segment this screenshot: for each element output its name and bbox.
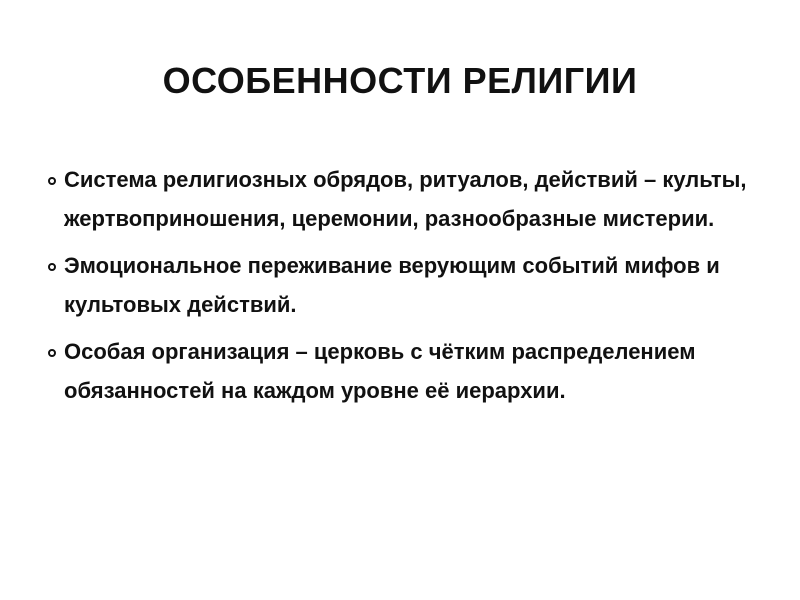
hollow-circle-bullet-icon — [48, 177, 56, 185]
bullet-text: Особая организация – церковь с чётким распределением обязанностей на каждом уровне её иерархии. — [64, 339, 696, 403]
slide-title: ОСОБЕННОСТИ РЕЛИГИИ — [162, 60, 638, 101]
bullet-text: Эмоциональное переживание верующим событий мифов и культовых действий. — [64, 253, 720, 317]
hollow-circle-bullet-icon — [48, 263, 56, 271]
bullet-text: Система религиозных обрядов, ритуалов, действий – культы, жертвоприношения, церемонии, разнообразные мистерии. — [64, 167, 747, 231]
hollow-circle-bullet-icon — [48, 349, 56, 357]
bullet-list — [50, 160, 750, 418]
list-item — [50, 160, 750, 238]
list-item — [50, 332, 750, 410]
list-item — [50, 246, 750, 324]
